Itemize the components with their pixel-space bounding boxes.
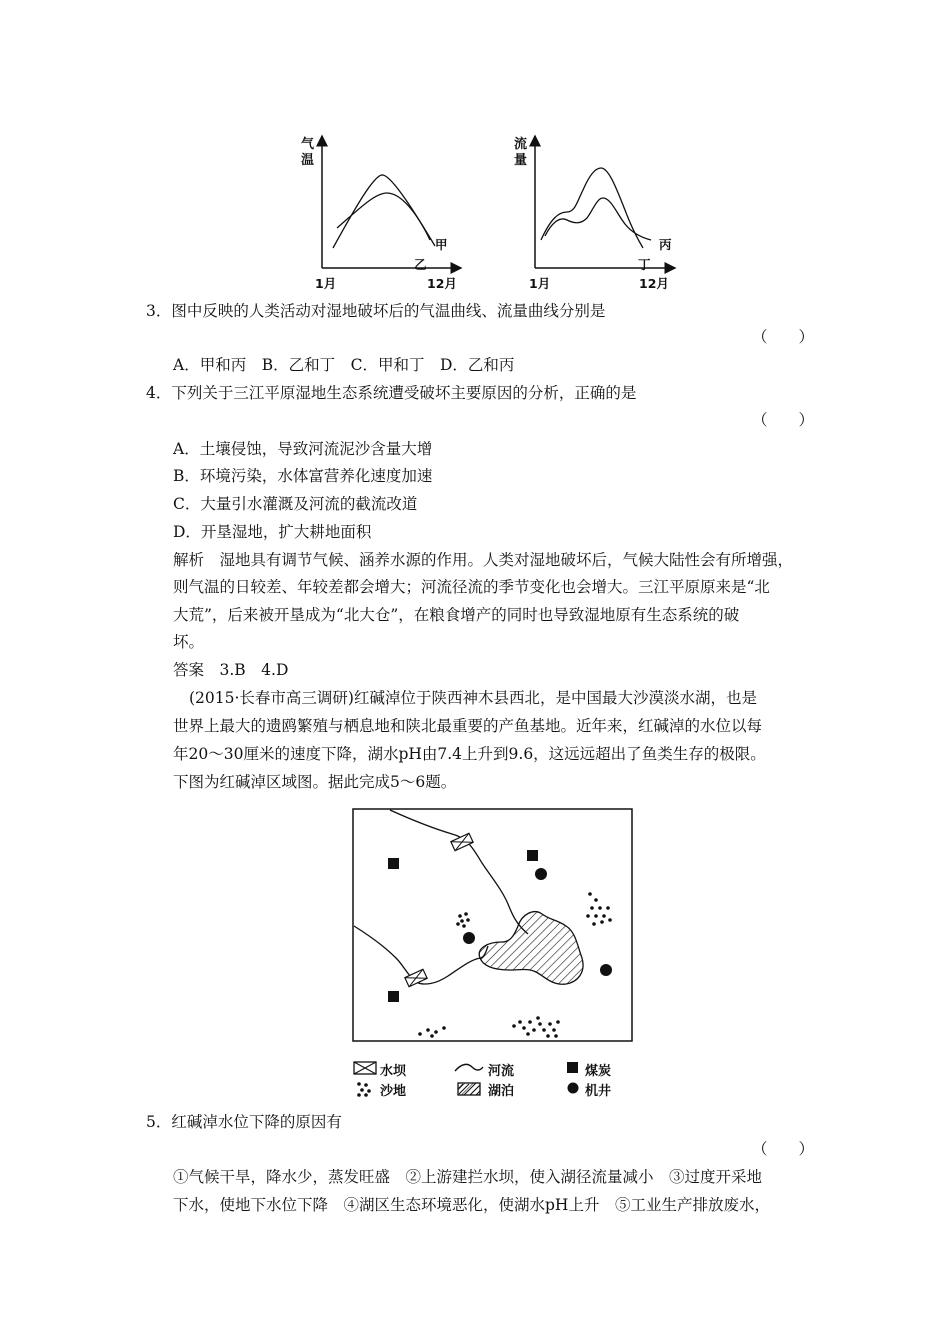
x-start-label: 1月	[529, 276, 551, 291]
discharge-chart	[511, 128, 691, 296]
question-4-option-c: C．大量引水灌溉及河流的截流改道	[173, 495, 418, 513]
curve-label-bing: 丙	[659, 237, 672, 252]
question-3-stem: 3．图中反映的人类活动对湿地破坏后的气温曲线、流量曲线分别是	[146, 302, 606, 320]
passage-line-3: 年20～30厘米的速度下降，湖水pH由7.4上升到9.6，这远远超出了鱼类生存的极限。	[173, 745, 766, 763]
curve-label-ding: 丁	[638, 257, 651, 272]
y-axis-label-top: 流	[514, 137, 528, 152]
well-icon	[600, 964, 612, 976]
question-4-option-b: B．环境污染，水体富营养化速度加速	[173, 467, 433, 485]
passage-line-1: (2015·长春市高三调研)红碱淖位于陕西神木县西北，是中国最大沙漠淡水湖，也是	[189, 689, 757, 707]
curve-jia	[333, 175, 435, 248]
x-end-label: 12月	[427, 276, 457, 291]
y-axis-label-bottom: 温	[301, 153, 315, 168]
curve-label-jia: 甲	[435, 237, 448, 252]
coal-icon	[388, 858, 399, 869]
passage-line-2: 世界上最大的遗鸥繁殖与栖息地和陕北最重要的产鱼基地。近年来，红碱淖的水位以每	[173, 717, 763, 735]
question-5-line-1: ①气候干旱，降水少，蒸发旺盛 ②上游建拦水坝，使入湖径流量减小 ③过度开采地	[173, 1168, 763, 1186]
question-4-option-d: D．开垦湿地，扩大耕地面积	[173, 523, 372, 541]
question-4-option-a: A．土壤侵蚀，导致河流泥沙含量大增	[173, 440, 433, 458]
analysis-line-1: 解析 湿地具有调节气候、涵养水源的作用。人类对湿地破坏后，气候大陆性会有所增强，	[173, 551, 794, 569]
curve-yi	[337, 193, 430, 240]
legend-coal-label: 煤炭	[585, 1064, 612, 1079]
legend-coal-icon	[567, 1062, 579, 1074]
analysis-line-3: 大荒”，后来被开垦成为“北大仓”，在粮食增产的同时也导致湿地原有生态系统的破	[173, 606, 740, 624]
coal-icon	[388, 991, 399, 1002]
curve-ding	[541, 168, 643, 248]
map-frame	[353, 809, 632, 1041]
passage-line-4: 下图为红碱淖区域图。据此完成5～6题。	[173, 773, 457, 791]
analysis-line-4: 坏。	[173, 633, 205, 651]
question-3-options: A．甲和丙 B．乙和丁 C．甲和丁 D．乙和丙	[173, 356, 515, 374]
answer: 答案 3.B 4.D	[173, 661, 289, 679]
analysis-line-2: 则气温的日较差、年较差都会增大；河流径流的季节变化也会增大。三江平原原来是“北	[173, 578, 770, 596]
well-icon	[535, 868, 547, 880]
legend-lake-icon	[457, 1082, 481, 1096]
legend-sand-label: 沙地	[380, 1084, 407, 1099]
x-start-label: 1月	[315, 276, 337, 291]
question-5-stem: 5．红碱淖水位下降的原因有	[146, 1113, 342, 1131]
curve-label-yi: 乙	[414, 257, 427, 272]
x-end-label: 12月	[639, 276, 669, 291]
legend-river-icon	[454, 1061, 484, 1075]
legend-well-icon	[567, 1082, 579, 1094]
hongjiannao-map	[352, 808, 634, 1044]
legend-well-label: 机井	[585, 1084, 612, 1099]
y-axis-label-top: 气	[301, 137, 315, 152]
curve-bing	[545, 198, 651, 240]
question-5-bracket: （ ）	[752, 1140, 815, 1158]
legend-dam-label: 水坝	[380, 1064, 407, 1079]
temperature-chart	[295, 128, 475, 296]
question-4-stem: 4．下列关于三江平原湿地生态系统遭受破坏主要原因的分析，正确的是	[146, 384, 637, 402]
well-icon	[463, 932, 475, 944]
legend-river-label: 河流	[488, 1064, 515, 1079]
question-5-line-2: 下水，使地下水位下降 ④湖区生态环境恶化，使湖水pH上升 ⑤工业生产排放废水，	[173, 1196, 770, 1214]
question-4-bracket: （ ）	[752, 411, 815, 429]
legend-dam-icon	[353, 1061, 377, 1075]
legend-lake-label: 湖泊	[488, 1084, 515, 1099]
question-3-bracket: （ ）	[752, 328, 815, 346]
coal-icon	[527, 850, 538, 861]
legend-sand-icon	[355, 1081, 375, 1097]
y-axis-label-bottom: 量	[514, 153, 528, 168]
